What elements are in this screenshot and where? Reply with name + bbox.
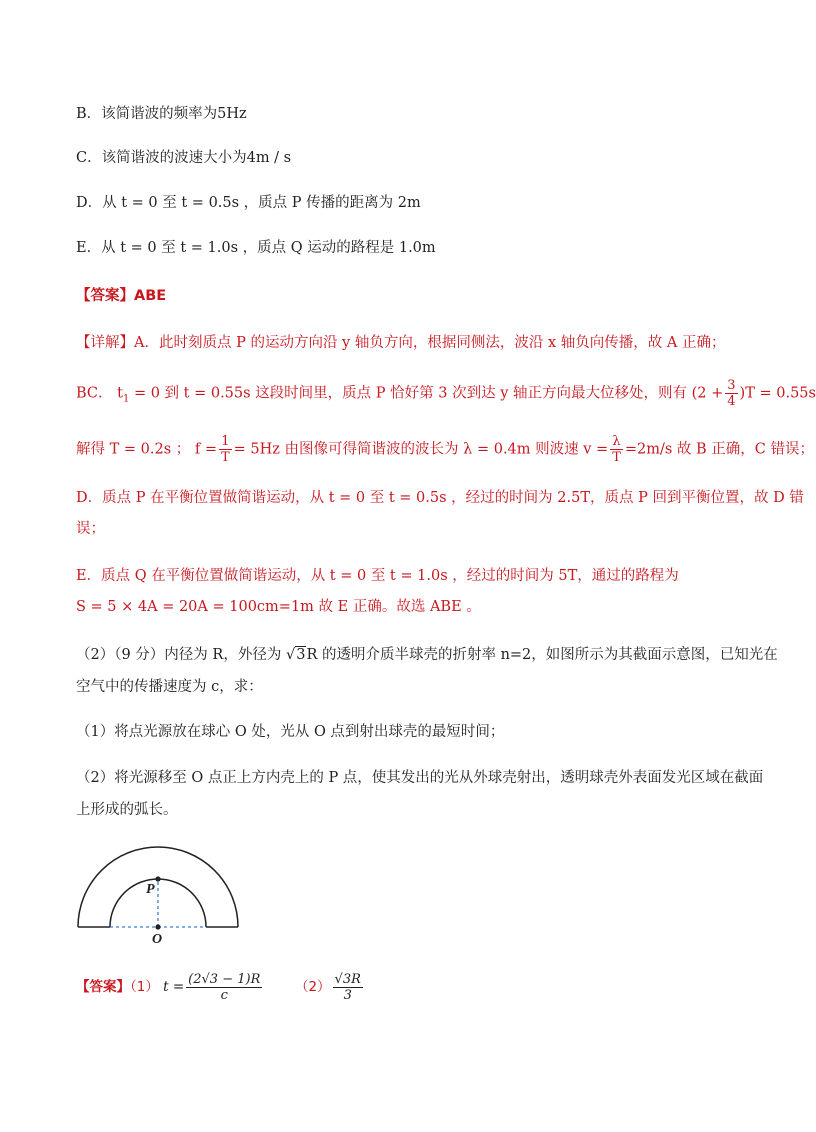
answer-2-t-lhs: t = <box>163 979 185 995</box>
fraction-lambda-t <box>610 434 623 465</box>
fraction-denominator: 3 <box>343 988 352 1003</box>
label-o: O <box>152 932 163 947</box>
detail-line-2-c: )T = 0.55s <box>739 385 816 402</box>
point-p <box>155 876 160 881</box>
detail-line-3-a: 解得 T = 0.2s ； f = <box>76 441 217 458</box>
detail-line-5: 误； <box>76 521 105 537</box>
answer-2 <box>76 972 365 1003</box>
detail-line-3-c: =2m/s 故 B 正确，C 错误； <box>624 441 815 458</box>
fraction-numerator: 1 <box>219 434 232 450</box>
answer-1 <box>76 286 166 306</box>
fraction-numerator: 3 <box>727 378 736 393</box>
detail-line-6: E．质点 Q 在平衡位置做简谐运动，从 t = 0 至 t = 1.0s ，经过的时间为 5T，通过的路程为 <box>76 568 679 584</box>
detail-line-2-a: BC． t <box>76 385 123 402</box>
question-2-line-1-b: R 的透明介质半球壳的折射率 n=2，如图所示为其截面示意图，已知光在 <box>306 647 778 663</box>
sqrt-3: 3 <box>296 647 306 663</box>
label-p: P <box>146 882 155 897</box>
detail-line-3-b: = 5Hz 由图像可得简谐波的波长为 λ = 0.4m 则波速 v = <box>233 441 609 458</box>
fraction-denominator: c <box>220 988 228 1003</box>
fraction-answer-2 <box>333 972 363 1003</box>
answer-2-part-2: （2） <box>294 979 331 995</box>
option-e: E．从 t = 0 至 t = 1.0s ，质点 Q 运动的路程是 1.0m <box>76 240 436 256</box>
fraction-denominator: 4 <box>727 394 736 409</box>
fraction-answer-1 <box>186 972 262 1003</box>
fraction-numerator: λ <box>610 434 623 450</box>
option-b: B．该简谐波的频率为5Hz <box>76 106 247 122</box>
fraction-1-t <box>219 434 232 465</box>
detail-line-7: S = 5 × 4A = 20A = 100cm=1m 故 E 正确。故选 ABE 。 <box>76 599 481 615</box>
question-2-line-4: （2）将光源移至 O 点正上方内壳上的 P 点，使其发出的光从外球壳射出，透明球壳外表面发光区域在截面 <box>76 770 764 786</box>
question-2-line-2: 空气中的传播速度为 c，求： <box>76 679 263 695</box>
detail-line-2 <box>76 378 816 409</box>
point-o <box>155 924 160 929</box>
fraction-numerator: (2√3 − 1)R <box>188 972 261 987</box>
question-2-line-1: （2）（9 分）内径为 R，外径为 √3R 的透明介质半球壳的折射率 n=2，如图所示为其截面示意图，已知光在 <box>76 647 778 663</box>
detail-line-1: 【详解】A．此时刻质点 P 的运动方向沿 y 轴负方向，根据同侧法，波沿 x 轴负向传播，故 A 正确； <box>76 335 726 351</box>
fraction-numerator: √3R <box>334 972 361 987</box>
detail-line-2-sub: 1 <box>122 393 130 405</box>
question-2-line-3: （1）将点光源放在球心 O 处，光从 O 点到射出球壳的最短时间； <box>76 724 505 740</box>
question-2-line-1-a: （2）（9 分）内径为 R，外径为 <box>76 647 286 663</box>
detail-line-4: D．质点 P 在平衡位置做简谐运动，从 t = 0 至 t = 0.5s ，经过的时间为 2.5T，质点 P 回到平衡位置，故 D 错 <box>76 490 804 506</box>
hemisphere-shell-figure <box>70 835 260 945</box>
question-2-line-5: 上形成的弧长。 <box>76 802 178 818</box>
fraction-denominator: T <box>221 450 230 465</box>
fraction-denominator: T <box>612 450 621 465</box>
detail-line-3 <box>76 434 814 465</box>
answer-1-value: ABE <box>134 288 167 304</box>
answer-1-label: 【答案】 <box>76 288 134 304</box>
option-c: C．该简谐波的波速大小为4m / s <box>76 150 292 166</box>
option-d: D．从 t = 0 至 t = 0.5s ，质点 P 传播的距离为 2m <box>76 195 421 211</box>
fraction-3-4 <box>725 378 737 409</box>
answer-2-part-1: （1） <box>130 979 159 995</box>
detail-line-2-b: = 0 到 t = 0.55s 这段时间里，质点 P 恰好第 3 次到达 y 轴正方向最大位移处，则有 (2 + <box>129 385 724 402</box>
answer-2-label: 【答案】 <box>76 979 130 995</box>
